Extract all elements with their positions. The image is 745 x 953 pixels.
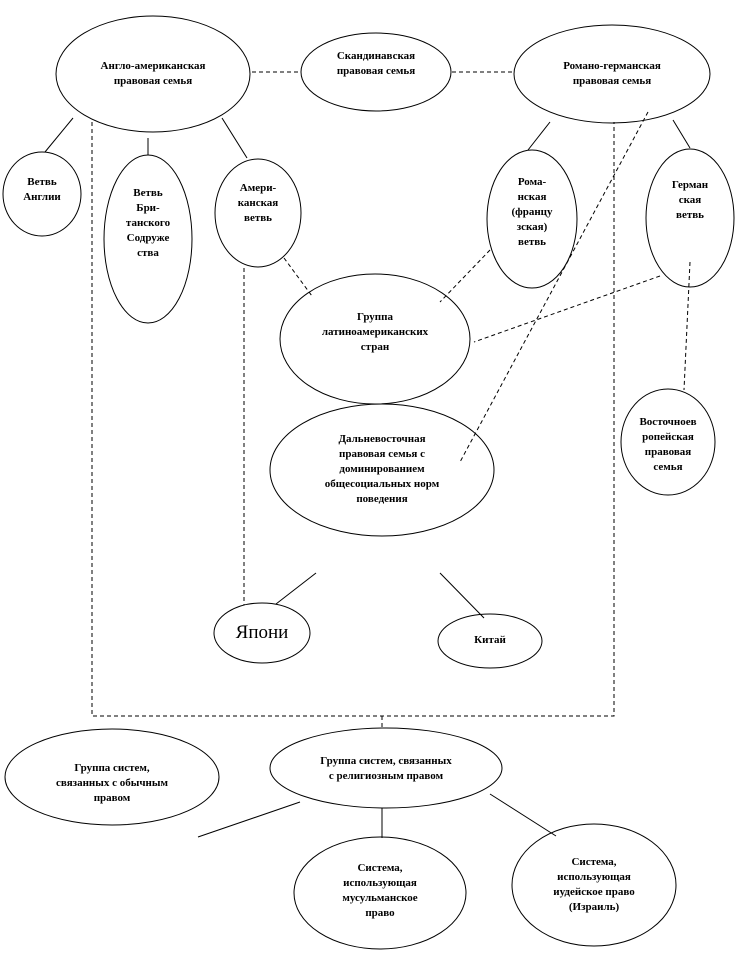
common-law-group-label: Группа систем, связанных с обычным правом — [56, 762, 168, 804]
connector-fareast-japan — [276, 573, 316, 604]
dashed-germanic-easteuropean — [684, 262, 690, 390]
connector-religious-commongroup — [198, 802, 300, 837]
latin-american-label: Группа латиноамериканских стран — [321, 311, 429, 353]
england-branch-label: Ветвь Англии — [23, 176, 61, 203]
connector-fareast-china — [440, 573, 484, 618]
east-european-label: Восточноев ропейская правовая семья — [639, 416, 697, 473]
scandinavian-label: Скандинавская правовая семья — [336, 50, 416, 77]
american-branch-label: Амери- канская ветвь — [237, 182, 279, 224]
germanic-branch-label: Герман ская ветвь — [671, 179, 709, 221]
far-eastern-label: Дальневосточная правовая семья с доминированием общесоциальных норм поведения — [324, 433, 440, 505]
connector-anglo-american — [222, 118, 247, 158]
commonwealth-branch-label: Ветвь Бри- танского Содруже ства — [125, 187, 171, 259]
religious-group-label: Группа систем, связанных с религиозным правом — [320, 755, 452, 782]
dashed-romanic-latin — [440, 250, 490, 302]
connector-romano-germanic — [673, 120, 690, 148]
japan-label: Япони — [235, 622, 289, 643]
anglo-american-label: Англо-американская правовая семья — [100, 60, 206, 87]
judaic-system-label: Система, использующая иудейское право (Израиль) — [553, 856, 635, 913]
muslim-system-label: Система, использующая мусульманское право — [342, 862, 418, 919]
connector-romano-romanic — [528, 122, 550, 150]
dashed-romano-fareast — [460, 112, 648, 462]
dashed-american-latin — [284, 258, 312, 296]
china-label: Китай — [474, 634, 506, 646]
connector-anglo-england — [45, 118, 73, 152]
connector-religious-judaic — [490, 794, 556, 836]
romano-germanic-label: Романо-германская правовая семья — [563, 60, 661, 87]
dashed-germanic-latin — [474, 276, 660, 342]
romanic-branch-label: Рома- нская (францу зская) ветвь — [511, 176, 553, 248]
